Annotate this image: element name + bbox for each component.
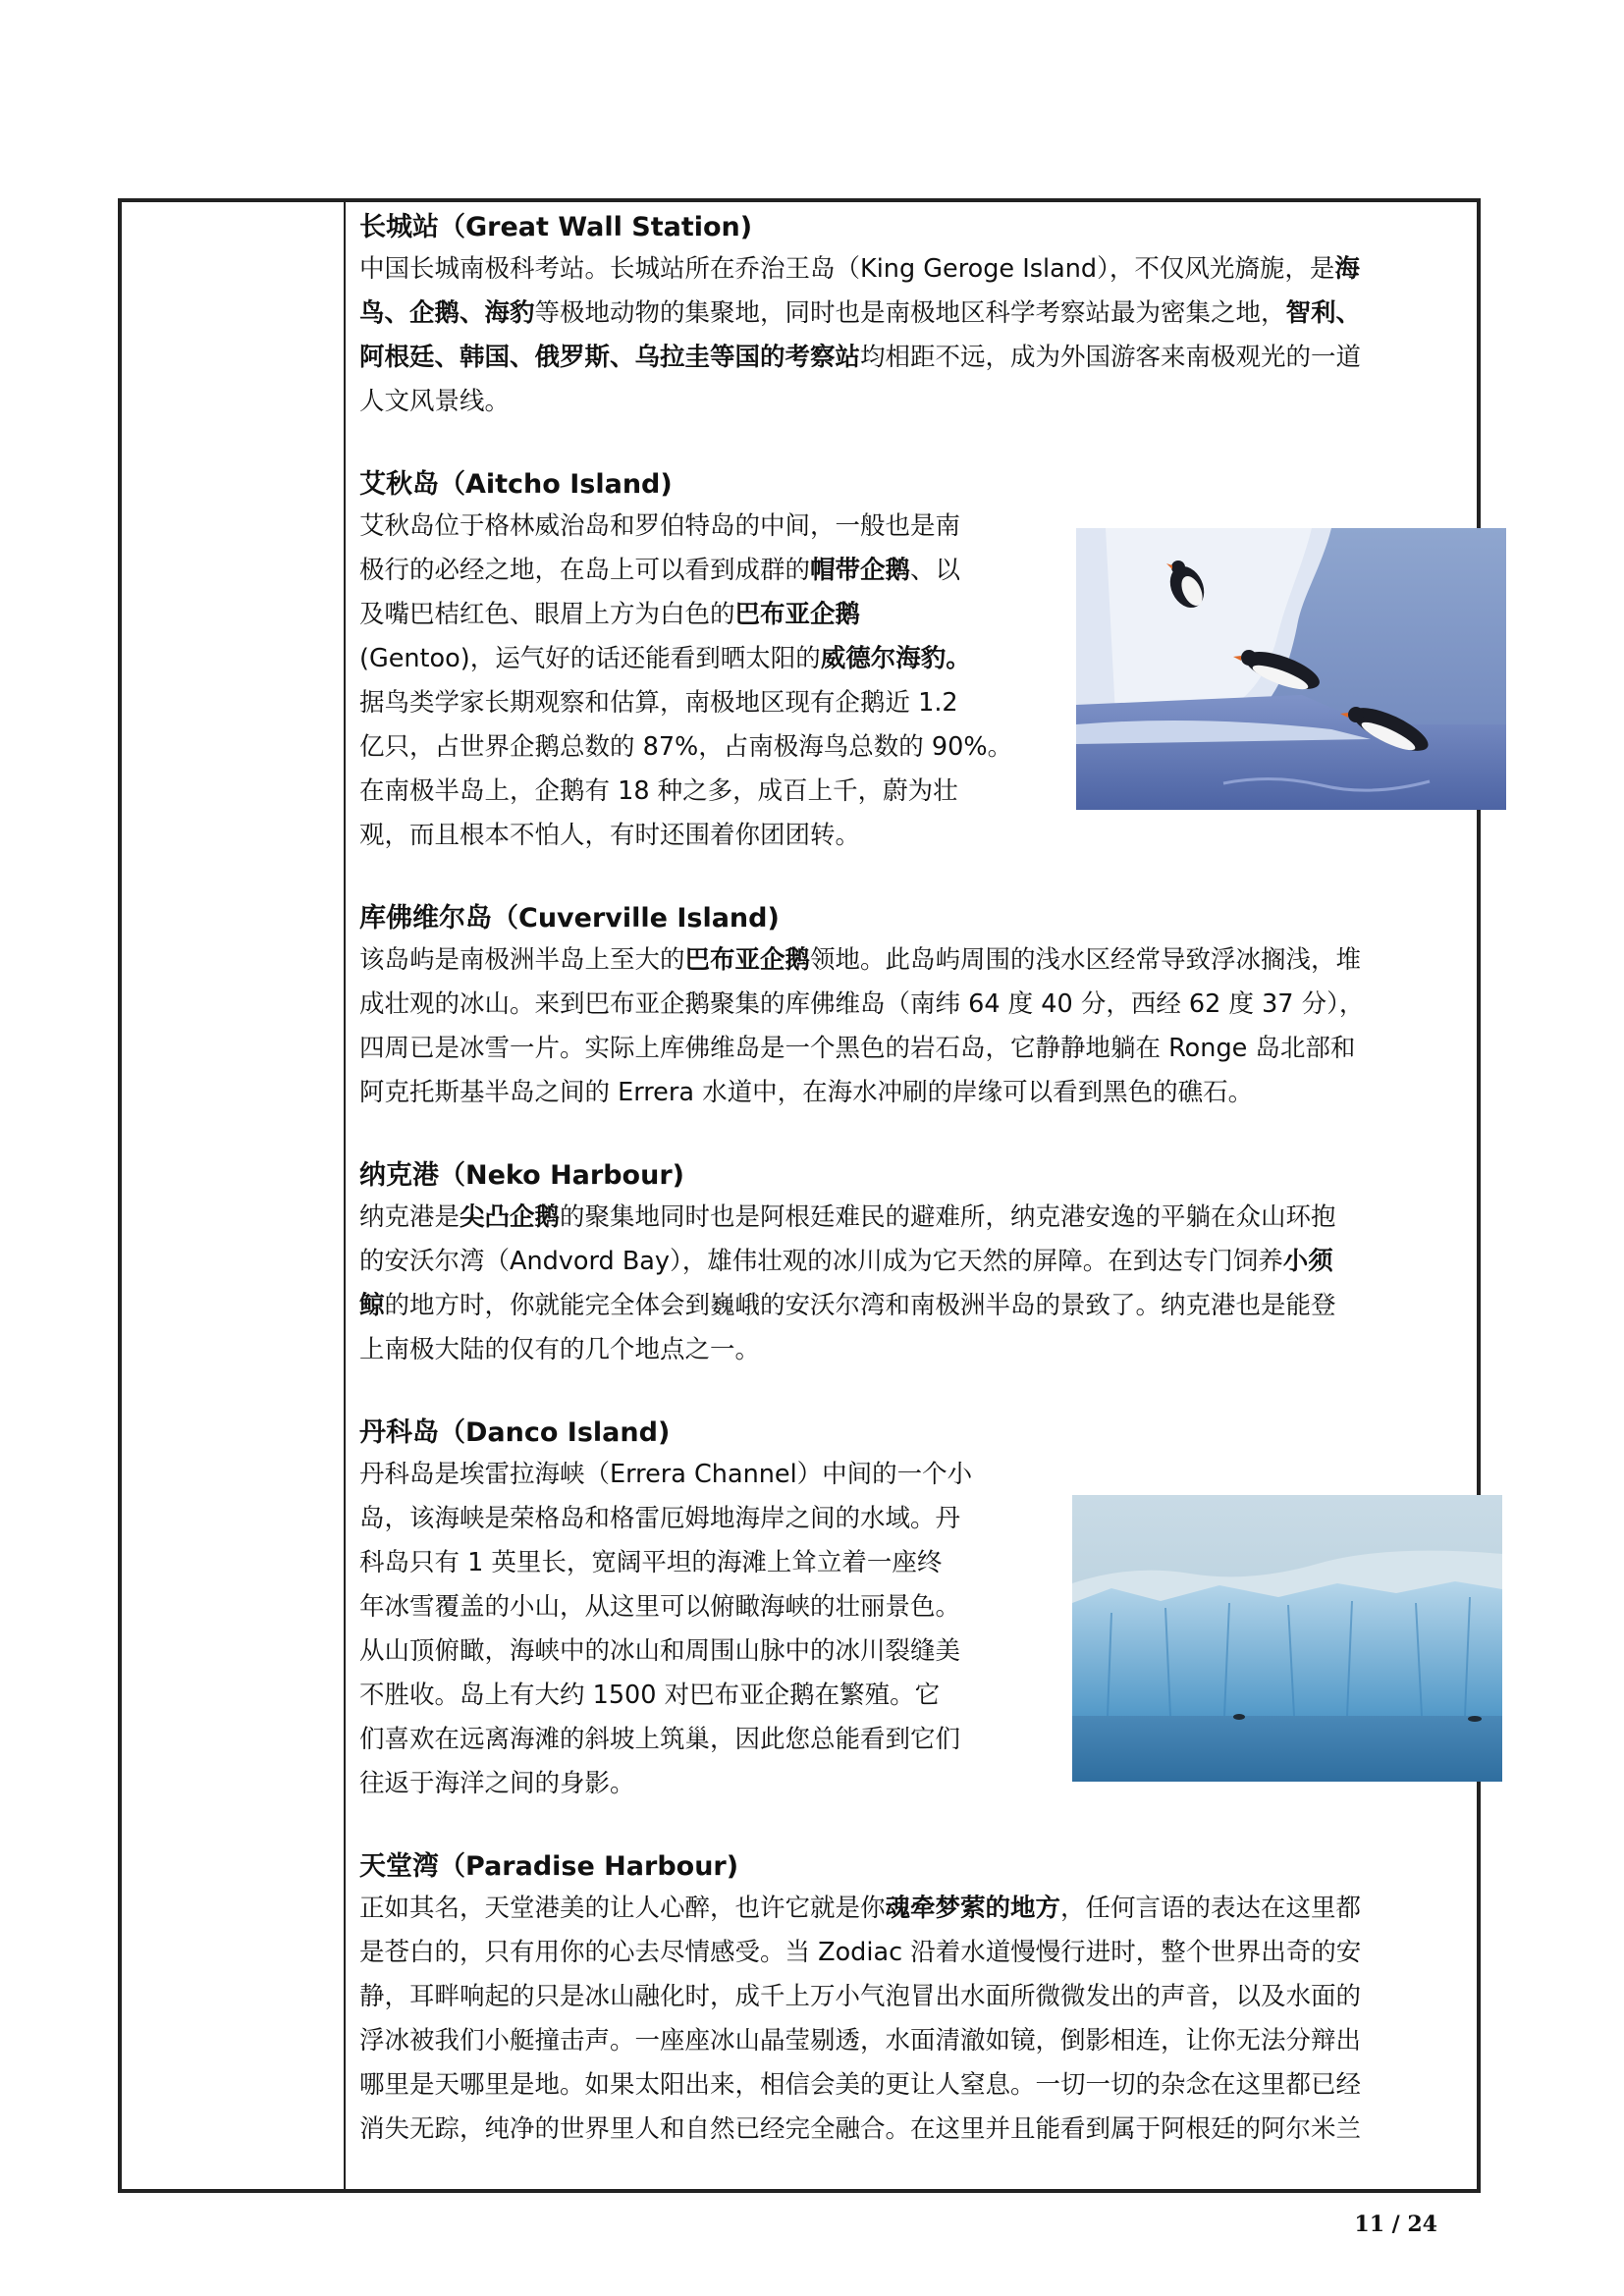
content-cell	[359, 210, 1469, 2152]
text-run: 年冰雪覆盖的小山，从这里可以俯瞰海峡的壮丽景色。	[359, 1592, 961, 1622]
text-line	[359, 1240, 1469, 1284]
column-divider	[344, 202, 346, 2189]
text-line	[359, 938, 1469, 983]
bold-text: 鲸	[359, 1291, 385, 1320]
text-line	[359, 593, 1056, 637]
text-run: 亿只，占世界企鹅总数的 87%，占南极海鸟总数的 90%。	[359, 732, 1013, 762]
text-run: 们喜欢在远离海滩的斜坡上筑巢，因此您总能看到它们	[359, 1725, 961, 1754]
text-run: 是苍白的，只有用你的心去尽情感受。当 Zodiac 沿着水道慢慢行进时，整个世界出奇的安	[359, 1938, 1362, 1967]
text-line	[359, 1071, 1469, 1115]
text-run: 纳克港是	[359, 1202, 460, 1232]
text-line	[359, 1196, 1469, 1240]
text-line	[359, 292, 1469, 336]
text-line	[359, 1629, 1052, 1674]
text-line	[359, 1975, 1469, 2019]
text-run: 的安沃尔湾（Andvord Bay），雄伟壮观的冰川成为它天然的屏障。在到达专门饲养	[359, 1247, 1283, 1276]
section-aitcho-island	[359, 467, 1056, 858]
text-line	[359, 2108, 1469, 2152]
text-run: 、以	[910, 556, 961, 585]
text-run: 成壮观的冰山。来到巴布亚企鹅聚集的库佛维岛（南纬 64 度 40 分，西经 62 度 37 分），	[359, 989, 1365, 1019]
section-title: 纳克港（Neko Harbour)	[359, 1160, 684, 1191]
text-run: 消失无踪，纯净的世界里人和自然已经完全融合。在这里并且能看到属于阿根廷的阿尔米兰	[359, 2114, 1362, 2144]
bold-text: 海	[1334, 254, 1360, 284]
text-line	[359, 1284, 1469, 1328]
text-line	[359, 1887, 1469, 1931]
bold-text: 巴布亚企鹅	[684, 945, 811, 975]
text-line	[359, 380, 1469, 424]
bold-text: 鸟、企鹅、海豹	[359, 298, 535, 328]
bold-text: 小须	[1282, 1247, 1333, 1276]
text-line	[359, 1453, 1052, 1497]
text-line	[359, 2019, 1469, 2063]
text-line	[359, 1328, 1469, 1372]
text-line	[359, 2063, 1469, 2108]
text-line	[359, 1497, 1052, 1541]
bold-text: 巴布亚企鹅	[734, 600, 861, 629]
text-run: 上南极大陆的仅有的几个地点之一。	[359, 1335, 761, 1364]
section-body	[359, 505, 1056, 858]
text-line	[359, 1718, 1052, 1762]
text-run: 哪里是天哪里是地。如果太阳出来，相信会美的更让人窒息。一切一切的杂念在这里都已经	[359, 2070, 1362, 2100]
text-run: 的地方时，你就能完全体会到巍峨的安沃尔湾和南极洲半岛的景致了。纳克港也是能登	[384, 1291, 1336, 1320]
text-line	[359, 770, 1056, 814]
section-body	[359, 938, 1469, 1115]
text-run: 正如其名，天堂港美的让人心醉，也许它就是你	[359, 1894, 886, 1923]
section-title: 丹科岛（Danco Island)	[359, 1417, 671, 1448]
text-run: 人文风景线。	[359, 387, 511, 416]
text-run: 从山顶俯瞰，海峡中的冰山和周围山脉中的冰川裂缝美	[359, 1636, 961, 1666]
penguins-photo	[1076, 528, 1506, 810]
section-great-wall-station	[359, 210, 1469, 424]
text-line	[359, 549, 1056, 593]
text-run: 静，耳畔响起的只是冰山融化时，成千上万小气泡冒出水面所微微发出的声音，以及水面的	[359, 1982, 1362, 2011]
text-run: 中国长城南极科考站。长城站所在乔治王岛（King Geroge Island），不仅风光旖旎，是	[359, 254, 1335, 284]
bold-text: 威德尔海豹。	[820, 644, 971, 673]
section-title: 艾秋岛（Aitcho Island)	[359, 469, 673, 500]
text-run: 该岛屿是南极洲半岛上至大的	[359, 945, 685, 975]
text-run: 观，而且根本不怕人，有时还围着你团团转。	[359, 821, 861, 850]
text-line	[359, 1541, 1052, 1585]
text-run: 岛，该海峡是荣格岛和格雷厄姆地海岸之间的水域。丹	[359, 1504, 961, 1533]
section-neko-harbour	[359, 1158, 1469, 1372]
bold-text: 尖凸企鹅	[460, 1202, 561, 1232]
text-line	[359, 336, 1469, 380]
text-line	[359, 814, 1056, 858]
text-run: 不胜收。岛上有大约 1500 对巴布亚企鹅在繁殖。它	[359, 1681, 941, 1710]
content-table	[118, 198, 1481, 2193]
text-line	[359, 681, 1056, 725]
text-run: 等极地动物的集聚地，同时也是南极地区科学考察站最为密集之地，	[534, 298, 1286, 328]
text-run: 的聚集地同时也是阿根廷难民的避难所，纳克港安逸的平躺在众山环抱	[560, 1202, 1336, 1232]
section-body	[359, 1196, 1469, 1372]
text-line	[359, 983, 1469, 1027]
section-body	[359, 1887, 1469, 2152]
text-run: 丹科岛是埃雷拉海峡（Errera Channel）中间的一个小	[359, 1460, 973, 1489]
bold-text: 智利、	[1285, 298, 1362, 328]
bold-text: 帽带企鹅	[810, 556, 911, 585]
text-run: 科岛只有 1 英里长，宽阔平坦的海滩上耸立着一座终	[359, 1548, 943, 1577]
text-line	[359, 1762, 1052, 1806]
section-title: 天堂湾（Paradise Harbour)	[359, 1851, 739, 1882]
text-line	[359, 1674, 1052, 1718]
section-cuverville-island	[359, 901, 1469, 1115]
text-line	[359, 725, 1056, 770]
section-paradise-harbour	[359, 1849, 1469, 2152]
text-run: (Gentoo)，运气好的话还能看到晒太阳的	[359, 644, 821, 673]
section-body	[359, 1453, 1052, 1806]
text-run: 浮冰被我们小艇撞击声。一座座冰山晶莹剔透，水面清澈如镜，倒影相连，让你无法分辩出	[359, 2026, 1362, 2056]
text-line	[359, 1931, 1469, 1975]
text-run: 及嘴巴桔红色、眼眉上方为白色的	[359, 600, 735, 629]
section-danco-island	[359, 1415, 1052, 1806]
section-title: 长城站（Great Wall Station)	[359, 212, 753, 242]
text-run: 阿克托斯基半岛之间的 Errera 水道中，在海水冲刷的岸缘可以看到黑色的礁石。	[359, 1078, 1254, 1107]
glacier-photo	[1072, 1495, 1502, 1782]
text-run: 领地。此岛屿周围的浅水区经常导致浮冰搁浅，堆	[810, 945, 1362, 975]
text-line	[359, 247, 1469, 292]
text-run: 据鸟类学家长期观察和估算，南极地区现有企鹅近 1.2	[359, 688, 958, 718]
text-run: 艾秋岛位于格林威治岛和罗伯特岛的中间，一般也是南	[359, 511, 961, 541]
text-run: ，任何言语的表达在这里都	[1060, 1894, 1362, 1923]
text-line	[359, 1027, 1469, 1071]
text-run: 均相距不远，成为外国游客来南极观光的一道	[860, 343, 1362, 372]
text-run: 在南极半岛上，企鹅有 18 种之多，成百上千，蔚为壮	[359, 776, 958, 806]
bold-text: 魂牵梦萦的地方	[885, 1894, 1061, 1923]
text-run: 往返于海洋之间的身影。	[359, 1769, 635, 1798]
text-run: 四周已是冰雪一片。实际上库佛维岛是一个黑色的岩石岛，它静静地躺在 Ronge 岛北部和	[359, 1034, 1356, 1063]
section-body	[359, 247, 1469, 424]
bold-text: 阿根廷、韩国、俄罗斯、乌拉圭等国的考察站	[359, 343, 861, 372]
text-line	[359, 637, 1056, 681]
section-title: 库佛维尔岛（Cuverville Island)	[359, 903, 780, 934]
text-line	[359, 505, 1056, 549]
text-line	[359, 1585, 1052, 1629]
text-run: 极行的必经之地，在岛上可以看到成群的	[359, 556, 811, 585]
page-number: 11 / 24	[1354, 2212, 1437, 2237]
